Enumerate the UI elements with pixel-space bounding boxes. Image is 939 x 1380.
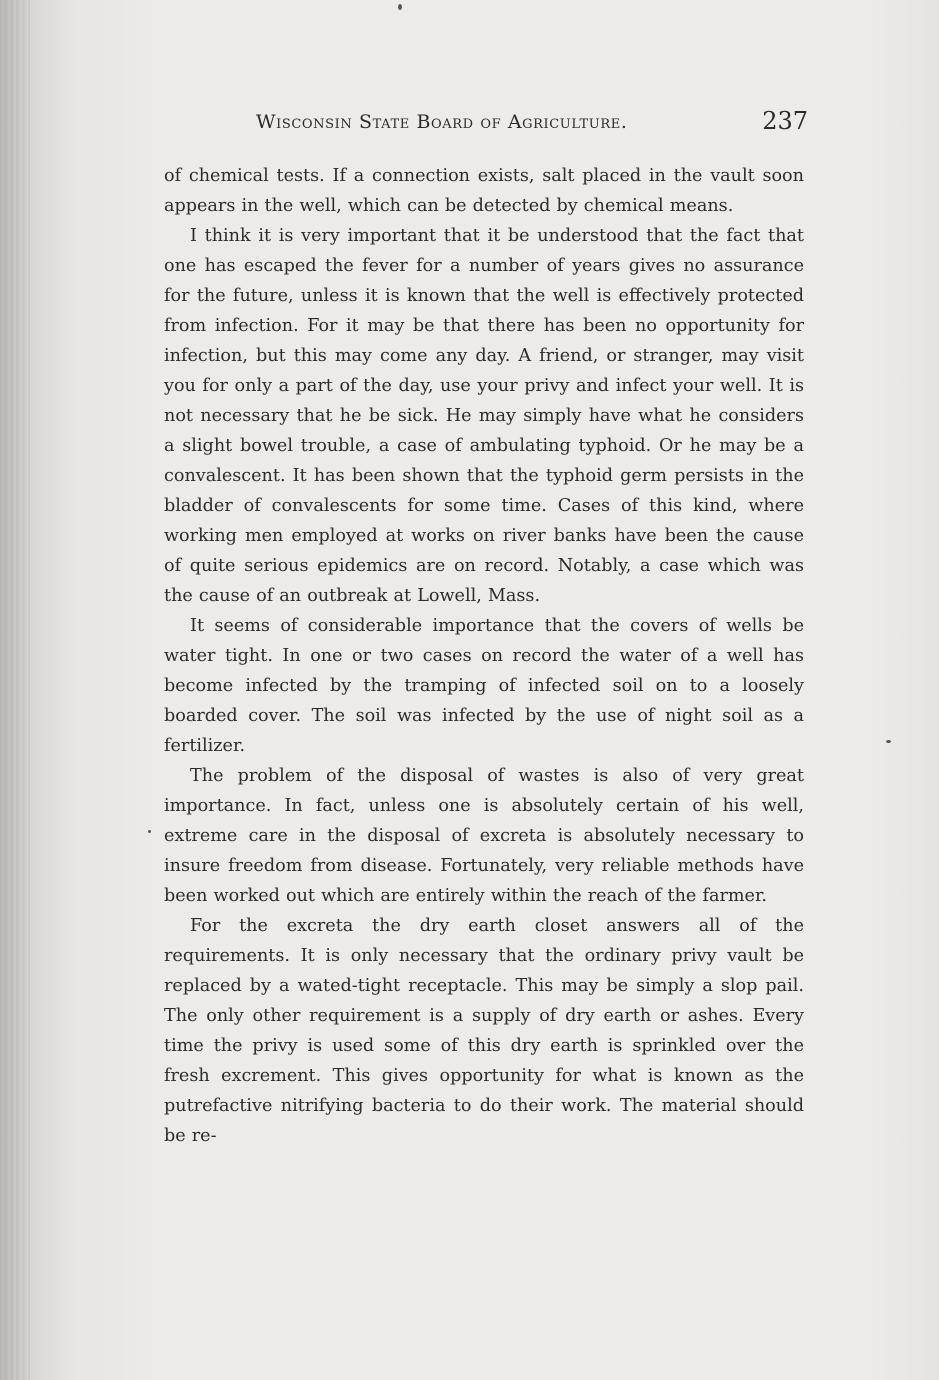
paragraph: I think it is very important that it be understood that the fact that one has escaped the fever for a number of years gives no assurance for the future, unless it is known that the well is effectively protected from infection. For it may be that there has been no opportunity for infection, but this may come any day. A friend, or stranger, may visit you for only a part of the day, use your privy and infect your well. It is not necessary that he be sick. He may simply have what he considers a slight bowel trouble, a case of ambulating typhoid. Or he may be a convalescent. It has been shown that the typhoid germ persists in the bladder of convalescents for some time. Cases of this kind, where working men employed at works on river banks have been the cause of quite serious epidemics are on record. Notably, a case which was the cause of an outbreak at Lowell, Mass. bbox=[164, 226, 804, 606]
page-number: 237 bbox=[762, 107, 808, 135]
paragraph: of chemical tests. If a connection exists, salt placed in the vault soon appears in the well, which can be detected by chemical means. bbox=[164, 166, 804, 216]
running-title: Wisconsin State Board of Agriculture. bbox=[256, 111, 628, 133]
scan-speck bbox=[148, 830, 151, 833]
paragraph: It seems of considerable importance that the covers of wells be water tight. In one or two cases on record the water of a well has become infected by the tramping of infected soil on to a loosely boarded cover. The soil was infected by the use of night soil as a fertilizer. bbox=[164, 616, 804, 756]
paragraph: For the excreta the dry earth closet answers all of the requirements. It is only necessary that the ordinary privy vault be replaced by a wated-tight receptacle. This may be simply a slop pail. The only other requirement is a supply of dry earth or ashes. Every time the privy is used some of this dry earth is sprinkled over the fresh excrement. This gives opportunity for what is known as the putrefactive nitrifying bacteria to do their work. The material should be re- bbox=[164, 916, 804, 1146]
body-text bbox=[164, 161, 804, 1151]
paragraph: The problem of the disposal of wastes is also of very great importance. In fact, unless one is absolutely certain of his well, extreme care in the disposal of excreta is absolutely necessary to insure freedom from disease. Fortunately, very reliable methods have been worked out which are entirely within the reach of the farmer. bbox=[164, 766, 804, 906]
scan-speck bbox=[886, 740, 891, 743]
running-head bbox=[250, 107, 808, 145]
scan-speck bbox=[398, 4, 402, 10]
page-binding-shadow bbox=[0, 0, 30, 1380]
